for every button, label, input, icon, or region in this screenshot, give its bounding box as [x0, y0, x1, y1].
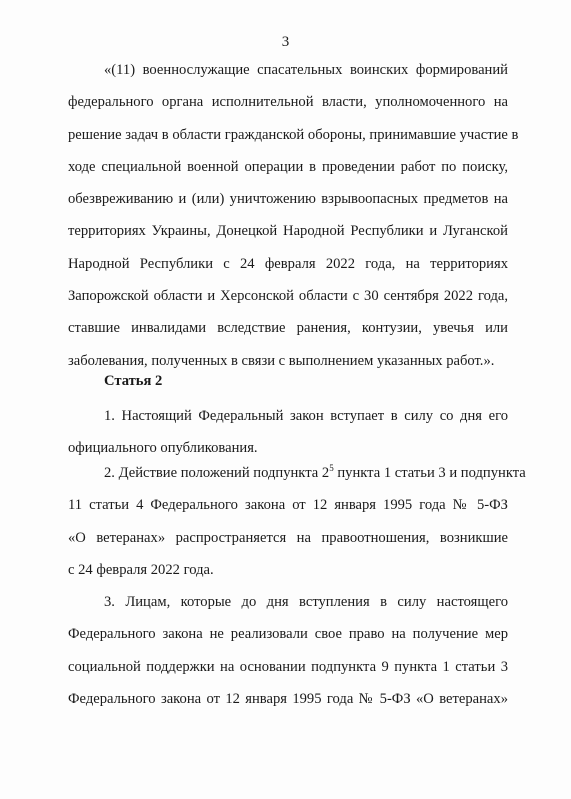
- text-line: [68, 457, 526, 489]
- text-line: «О ветеранах» распространяется на правоотношения, возникшие: [68, 529, 508, 546]
- text-line: решение задач в области гражданской обороны, принимавшие участие в: [68, 126, 519, 143]
- text-line: федерального органа исполнительной власти, уполномоченного на: [68, 94, 508, 111]
- text-line: Федерального закона от 12 января 1995 года № 5-ФЗ «О ветеранах»: [68, 690, 508, 707]
- text-line: территориях Украины, Донецкой Народной Республики и Луганской: [68, 223, 508, 240]
- text-line: заболевания, полученных в связи с выполнением указанных работ.».: [68, 352, 495, 369]
- text-line: официального опубликования.: [68, 440, 258, 457]
- text-line: ходе специальной военной операции в проведении работ по поиску,: [68, 158, 508, 175]
- text-fragment: 2. Действие положений подпункта 2: [104, 465, 330, 481]
- text-line: обезвреживанию и (или) уничтожению взрывоопасных предметов на: [68, 191, 508, 208]
- text-line: с 24 февраля 2022 года.: [68, 561, 214, 578]
- text-line: 3. Лицам, которые до дня вступления в силу настоящего: [104, 594, 508, 610]
- text-line: ставшие инвалидами вследствие ранения, контузии, увечья или: [68, 320, 508, 337]
- text-line: социальной поддержки на основании подпункта 9 пункта 1 статьи 3: [68, 658, 508, 675]
- article2-paragraph-1: [68, 400, 508, 465]
- superscript: 5: [329, 463, 334, 474]
- article2-paragraph-2: [68, 457, 526, 586]
- text-line: Народной Республики с 24 февраля 2022 года, на территориях: [68, 255, 508, 272]
- article1-continuation: [68, 54, 519, 377]
- page-number: 3: [281, 34, 290, 50]
- text-line: 11 статьи 4 Федерального закона от 12 января 1995 года № 5-ФЗ: [68, 497, 508, 514]
- text-line: Федерального закона не реализовали свое право на получение мер: [68, 626, 508, 643]
- text-line: 1. Настоящий Федеральный закон вступает в силу со дня его: [104, 408, 508, 424]
- text-line: Запорожской области и Херсонской области с 30 сентября 2022 года,: [68, 288, 508, 305]
- article2-paragraph-3: [68, 586, 508, 715]
- text-fragment: пункта 1 статьи 3 и подпункта: [333, 465, 526, 481]
- text-line: «(11) военнослужащие спасательных воинских формирований: [104, 62, 508, 78]
- article-heading: Статья 2: [104, 373, 163, 389]
